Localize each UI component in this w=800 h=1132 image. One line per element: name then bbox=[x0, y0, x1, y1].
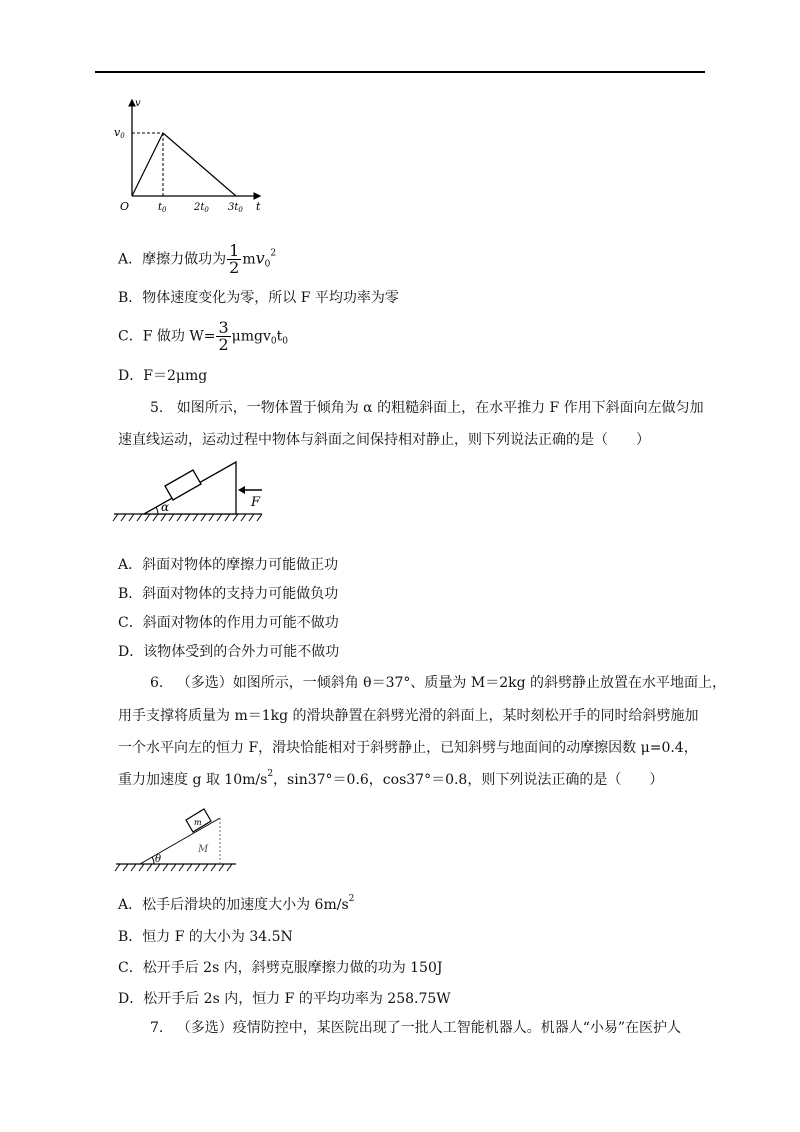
wedge-slider-figure bbox=[112, 796, 242, 876]
ground-hatch-2 bbox=[115, 864, 232, 871]
t-axis-label: t bbox=[256, 200, 261, 213]
q7-stem-line1: 7. （多选）疫情防控中，某医院出现了一批人工智能机器人。机器人“小易”在医护人 bbox=[150, 1020, 682, 1036]
m-label: m bbox=[194, 818, 202, 827]
M-label: M bbox=[198, 844, 209, 855]
fraction-three-halves: $\frac{3}{2}$ bbox=[218, 318, 229, 354]
q5-stem-line1: 5. 如图所示，一物体置于倾角为 α 的粗糙斜面上，在水平推力 F 作用下斜面向左做匀加 bbox=[150, 400, 704, 416]
q6-stem-line4: 重力加速度 g 取 $10m/s^2$，sin37°＝0.6，cos37°＝0.8，则下列说法正确的是（ ） bbox=[118, 769, 664, 788]
q4-option-a: A．摩擦力做功为 $\frac{1}{2}$ $mv_0^2$ bbox=[118, 241, 277, 277]
incline-block-figure bbox=[112, 456, 272, 526]
q5-option-b: B．斜面对物体的支持力可能做负功 bbox=[118, 586, 339, 602]
theta-label: θ bbox=[155, 854, 162, 865]
tick-t0: $t_0$ bbox=[158, 202, 167, 214]
q6-option-d: D．松开手后 2s 内，恒力 F 的平均功率为 258.75W bbox=[118, 991, 451, 1007]
force-arrow-head bbox=[238, 486, 245, 494]
q5-option-a: A．斜面对物体的摩擦力可能做正功 bbox=[118, 557, 339, 573]
q6-option-b: B．恒力 F 的大小为 34.5N bbox=[118, 929, 293, 945]
q5-stem-line2: 速直线运动，运动过程中物体与斜面之间保持相对静止，则下列说法正确的是（ ） bbox=[118, 432, 650, 448]
v-axis-label: v bbox=[135, 98, 141, 109]
q4-option-b: B．物体速度变化为零，所以 F 平均功率为零 bbox=[118, 290, 399, 306]
velocity-time-graph bbox=[112, 96, 272, 216]
origin-label: O bbox=[120, 200, 130, 213]
q6-stem-line1: 6. （多选）如图所示，一倾斜角 θ＝37°、质量为 M＝2kg 的斜劈静止放置在水平地面上， bbox=[150, 675, 726, 691]
ground-hatch bbox=[113, 514, 262, 521]
header-rule bbox=[95, 71, 705, 73]
q6-stem-line3: 一个水平向左的恒力 F，滑块恰能相对于斜劈静止，已知斜劈与地面间的动摩擦因数 μ=0.4， bbox=[118, 740, 698, 756]
q6-option-a: A．松手后滑块的加速度大小为 $6m/s^2$ bbox=[118, 894, 355, 913]
q5-option-d: D．该物体受到的合外力可能不做功 bbox=[118, 644, 340, 660]
accel-segment bbox=[132, 133, 163, 196]
theta-arc bbox=[152, 857, 154, 864]
q6-option-c: C．松开手后 2s 内，斜劈克服摩擦力做的功为 150J bbox=[118, 960, 443, 976]
tick-3t0: $3t_0$ bbox=[228, 202, 243, 214]
decel-segment bbox=[163, 133, 236, 196]
v0-label: v0 bbox=[114, 126, 125, 140]
alpha-label: α bbox=[161, 500, 170, 514]
q4-option-d: D．F＝2μmg bbox=[118, 368, 208, 384]
q4-option-c: C．F 做功 W= $\frac{3}{2}$ $\mu mgv_0t_0$ bbox=[118, 318, 288, 354]
tick-2t0: $2t_0$ bbox=[194, 202, 209, 214]
q6-stem-line2: 用手支撑将质量为 m＝1kg 的滑块静置在斜劈光滑的斜面上，某时刻松开手的同时给斜劈施加 bbox=[118, 708, 699, 724]
q5-option-c: C．斜面对物体的作用力可能不做功 bbox=[118, 615, 339, 631]
fraction-half: $\frac{1}{2}$ bbox=[229, 241, 240, 277]
force-label: F bbox=[251, 495, 261, 510]
